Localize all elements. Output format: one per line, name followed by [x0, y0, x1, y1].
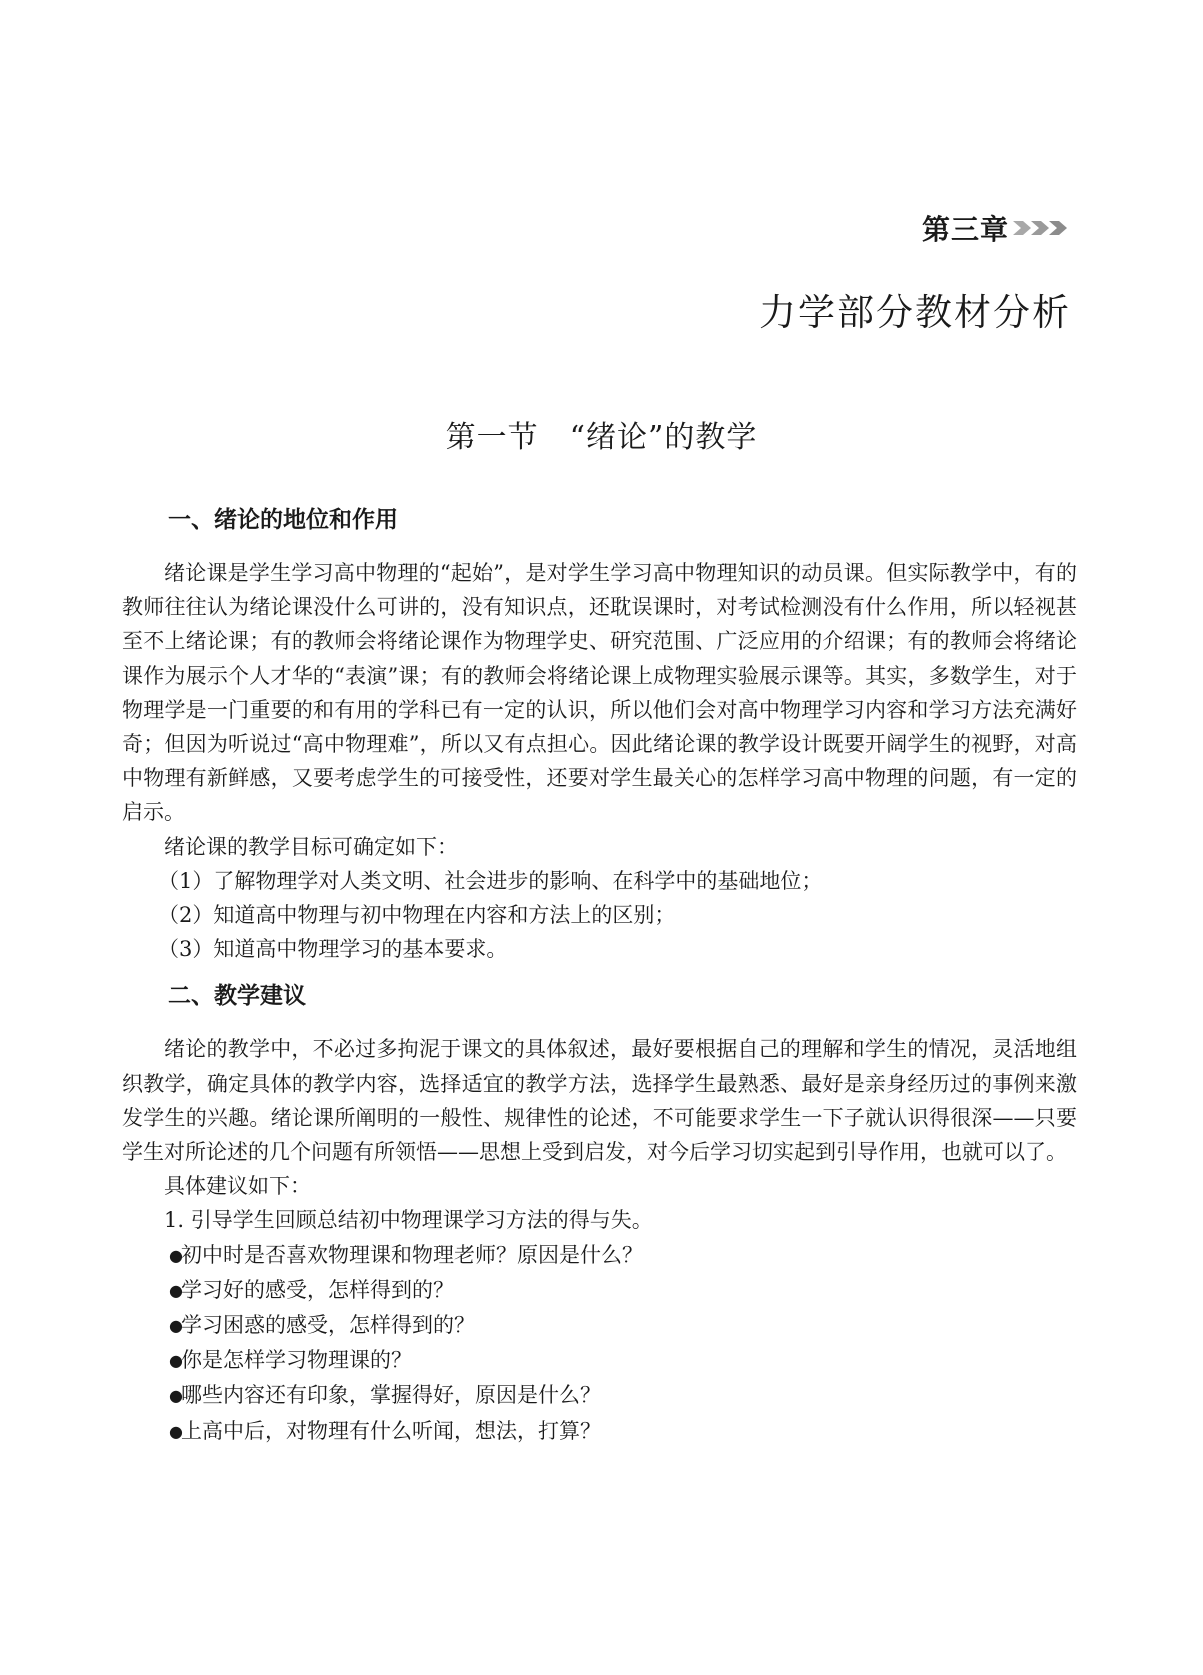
goals-intro: 绪论课的教学目标可确定如下：: [164, 834, 458, 859]
chapter-title: 力学部分教材分析: [759, 291, 1071, 334]
list-item: ●你是怎样学习物理课的？: [122, 1343, 1077, 1378]
suggestion-item-1: 1. 引导学生回顾总结初中物理课学习方法的得与失。: [164, 1208, 653, 1233]
chevron-arrows-icon: [1013, 218, 1071, 238]
list-item: ●哪些内容还有印象，掌握得好，原因是什么？: [122, 1378, 1077, 1413]
list-item: ●上高中后，对物理有什么听闻，想法，打算？: [122, 1414, 1077, 1449]
bullet-icon: ●: [169, 1386, 183, 1406]
suggestions-intro: 具体建议如下：: [164, 1174, 311, 1199]
page-body: [122, 500, 1077, 1449]
bullet-icon: ●: [169, 1280, 183, 1300]
heading-suggestions: 二、教学建议: [168, 983, 306, 1010]
bullet-icon: ●: [169, 1351, 183, 1371]
goal-item-3: （3）知道高中物理学习的基本要求。: [158, 937, 508, 962]
heading-role: 一、绪论的地位和作用: [168, 507, 398, 533]
paragraph-suggestions: 绪论的教学中，不必过多拘泥于课文的具体叙述，最好要根据自己的理解和学生的情况，灵活地组织教学，确定具体的教学内容，选择适宜的教学方法，选择学生最熟悉、最好是亲身经历过的事例来激发学生的兴趣。绪论课所阐明的一般性、规律性的论述，不可能要求学生一下子就认识得很深——只要学生对所论述的几个问题有所领悟——思想上受到启发，对今后学习切实起到引导作用，也就可以了。: [122, 1037, 1077, 1165]
section-title: 第一节 “绪论”的教学: [445, 420, 758, 455]
paragraph-role: 绪论课是学生学习高中物理的“起始”，是对学生学习高中物理知识的动员课。但实际教学中，有的教师往往认为绪论课没什么可讲的，没有知识点，还耽误课时，对考试检测没有什么作用，所以轻视甚至不上绪论课；有的教师会将绪论课作为物理学史、研究范围、广泛应用的介绍课；有的教师会将绪论课作为展示个人才华的“表演”课；有的教师会将绪论课上成物理实验展示课等。其实，多数学生，对于物理学是一门重要的和有用的学科已有一定的认识，所以他们会对高中物理学习内容和学习方法充满好奇；但因为听说过“高中物理难”，所以又有点担心。因此绪论课的教学设计既要开阔学生的视野，对高中物理有新鲜感，又要考虑学生的可接受性，还要对学生最关心的怎样学习高中物理的问题，有一定的启示。: [122, 561, 1077, 825]
list-item: ●学习困惑的感受，怎样得到的？: [122, 1308, 1077, 1343]
list-item: ●初中时是否喜欢物理课和物理老师？原因是什么？: [122, 1238, 1077, 1273]
list-item: ●学习好的感受，怎样得到的？: [122, 1273, 1077, 1308]
chapter-number: 第三章: [921, 213, 1009, 246]
goal-item-2: （2）知道高中物理与初中物理在内容和方法上的区别；: [158, 903, 676, 928]
chapter-label: [922, 208, 1071, 248]
bullet-icon: ●: [169, 1245, 183, 1265]
bullet-icon: ●: [169, 1421, 183, 1441]
bullet-icon: ●: [169, 1316, 183, 1336]
goal-item-1: （1）了解物理学对人类文明、社会进步的影响、在科学中的基础地位；: [158, 868, 823, 893]
